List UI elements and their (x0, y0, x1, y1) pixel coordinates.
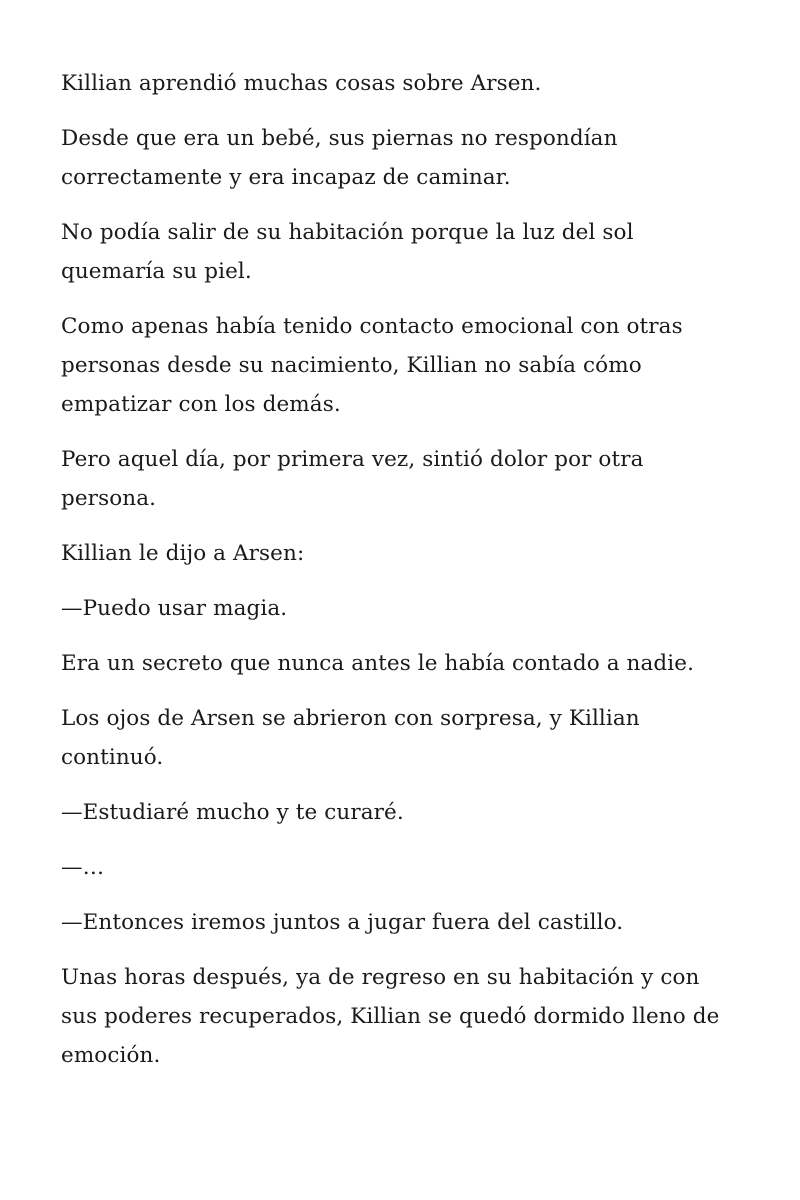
paragraph: Los ojos de Arsen se abrieron con sorpresa, y Killian continuó. (61, 706, 640, 770)
dialogue-line: —Entonces iremos juntos a jugar fuera del castillo. (61, 910, 624, 935)
dialogue-line: —Estudiaré mucho y te curaré. (61, 800, 404, 825)
paragraph: Era un secreto que nunca antes le había contado a nadie. (61, 651, 695, 676)
paragraph: Como apenas había tenido contacto emocional con otras personas desde su nacimiento, Killian no sabía cómo empatizar con los demás. (61, 314, 683, 417)
paragraph: Killian aprendió muchas cosas sobre Arsen. (61, 71, 542, 96)
paragraph: Unas horas después, ya de regreso en su habitación y con sus poderes recuperados, Killian se quedó dormido lleno de emoción. (61, 965, 720, 1068)
document-body (61, 64, 741, 1091)
paragraph: Killian le dijo a Arsen: (61, 541, 305, 566)
paragraph: No podía salir de su habitación porque la luz del sol quemaría su piel. (61, 220, 634, 284)
dialogue-line: —Puedo usar magia. (61, 596, 288, 621)
dialogue-line: —… (61, 855, 105, 880)
paragraph: Pero aquel día, por primera vez, sintió dolor por otra persona. (61, 447, 644, 511)
paragraph: Desde que era un bebé, sus piernas no respondían correctamente y era incapaz de caminar. (61, 126, 618, 190)
